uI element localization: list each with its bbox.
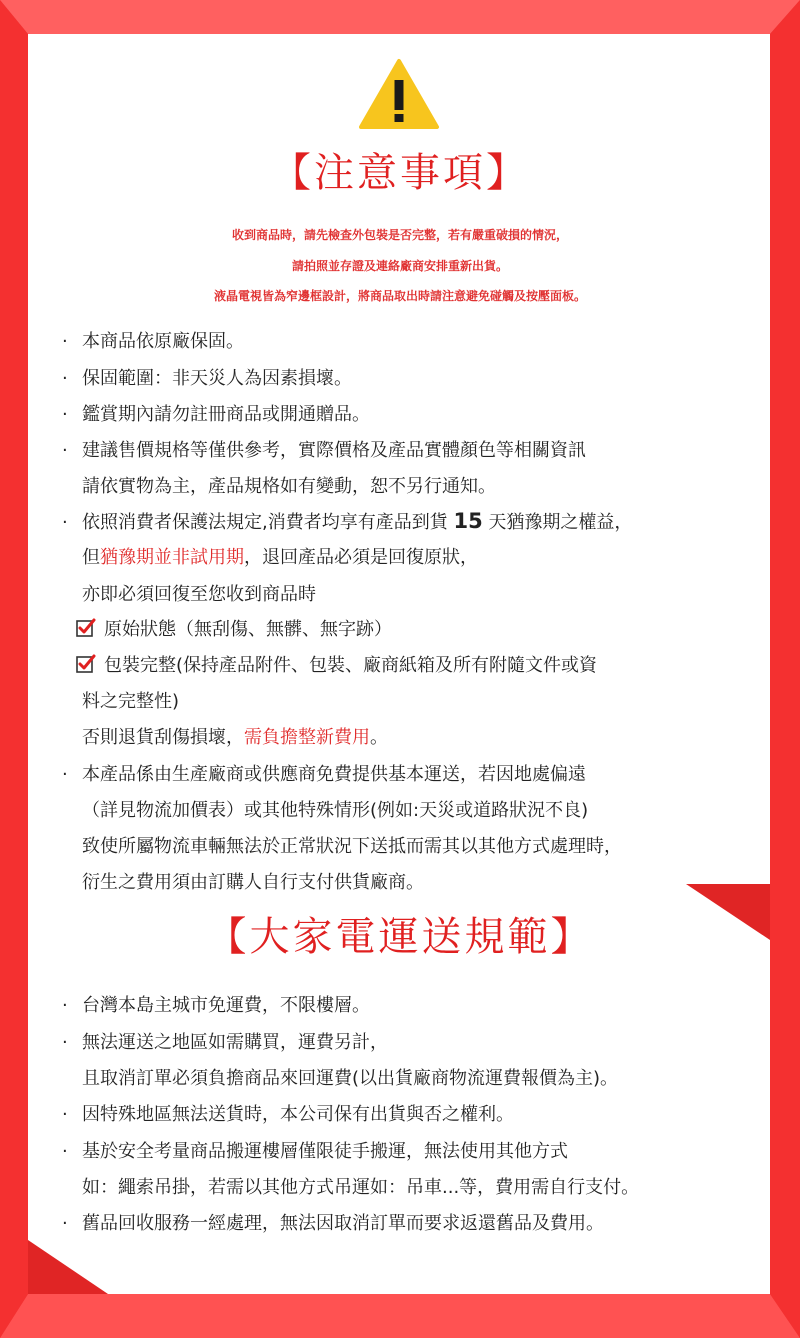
item5-text-post: 天猶豫期之權益，	[482, 512, 633, 533]
bullet: ·	[62, 331, 68, 352]
list-item-continuation: 且取消訂單必須負擔商品來回運費(以出貨廠商物流運費報價為主)。	[82, 1068, 619, 1089]
checkbox-checked-icon	[76, 654, 96, 674]
list-item: 舊品回收服務一經處理，無法因取消訂單而要求返還舊品及費用。	[82, 1213, 604, 1234]
notice-line-1: 收到商品時，請先檢查外包裝是否完整，若有嚴重破損的情況，	[231, 228, 568, 242]
warning-triangle-icon	[358, 58, 440, 130]
list-item: 基於安全考量商品搬運樓層僅限徒手搬運，無法使用其他方式	[82, 1141, 568, 1162]
notice-line-2: 請拍照並存證及連絡廠商安排重新出貨。	[291, 259, 508, 273]
highlight-not-trial: 猶豫期並非試用期	[100, 547, 244, 568]
bullet: ·	[62, 1213, 68, 1234]
item5-line2-pre: 但	[82, 547, 100, 568]
check-item-complete-package: 包裝完整(保持產品附件、包裝、廠商紙箱及所有附隨文件或資	[104, 655, 598, 676]
section1-title: 【注意事項】	[271, 150, 529, 196]
notice-line-3: 液晶電視皆為窄邊框設計，將商品取出時請注意避免碰觸及按壓面板。	[213, 289, 586, 303]
list-item-continuation	[82, 545, 478, 571]
item5-text-pre: 依照消費者保護法規定,消費者均享有產品到貨	[82, 512, 454, 533]
list-item: 本產品係由生產廠商或供應商免費提供基本運送，若因地處偏遠	[82, 764, 586, 785]
checkbox-checked-icon	[76, 618, 96, 638]
bullet: ·	[62, 1141, 68, 1162]
check-item-continuation: 料之完整性)	[82, 691, 180, 712]
list-item-continuation: 亦即必須回復至您收到商品時	[82, 584, 316, 605]
trial-days: 15	[453, 509, 483, 533]
bullet: ·	[62, 764, 68, 785]
list-item: 鑑賞期內請勿註冊商品或開通贈品。	[82, 404, 370, 425]
bullet: ·	[62, 404, 68, 425]
item5-line4-post: 。	[370, 727, 388, 748]
list-item-continuation: 致使所屬物流車輛無法於正常狀況下送抵而需其以其他方式處理時，	[82, 836, 622, 857]
bullet: ·	[62, 512, 68, 533]
bullet: ·	[62, 368, 68, 389]
check-item-original-condition: 原始狀態（無刮傷、無髒、無字跡）	[104, 619, 392, 640]
section2-title: 【大家電運送規範】	[206, 914, 594, 960]
bullet: ·	[62, 1032, 68, 1053]
item5-line4-pre: 否則退貨刮傷損壞，	[82, 727, 244, 748]
list-item-continuation: （詳見物流加價表）或其他特殊情形(例如:天災或道路狀況不良)	[82, 800, 589, 821]
list-item-continuation: 衍生之費用須由訂購人自行支付供貨廠商。	[82, 872, 424, 893]
list-item: 本商品依原廠保固。	[82, 331, 244, 352]
list-item	[82, 508, 632, 536]
list-item: 台灣本島主城市免運費，不限樓層。	[82, 995, 370, 1016]
list-item: 保固範圍：非天災人為因素損壞。	[82, 368, 352, 389]
bullet: ·	[62, 995, 68, 1016]
list-item-continuation: 請依實物為主，產品規格如有變動，恕不另行通知。	[82, 476, 496, 497]
list-item: 建議售價規格等僅供參考，實際價格及產品實體顏色等相關資訊	[82, 440, 586, 461]
list-item-continuation: 如：繩索吊掛，若需以其他方式吊運如：吊車...等，費用需自行支付。	[82, 1177, 640, 1198]
bullet: ·	[62, 440, 68, 461]
highlight-refurbish-fee: 需負擔整新費用	[244, 727, 370, 748]
item5-line2-post: ，退回產品必須是回復原狀，	[244, 547, 478, 568]
list-item-continuation	[82, 725, 388, 751]
list-item: 無法運送之地區如需購買，運費另計，	[82, 1032, 388, 1053]
bullet: ·	[62, 1104, 68, 1125]
list-item: 因特殊地區無法送貨時，本公司保有出貨與否之權利。	[82, 1104, 514, 1125]
